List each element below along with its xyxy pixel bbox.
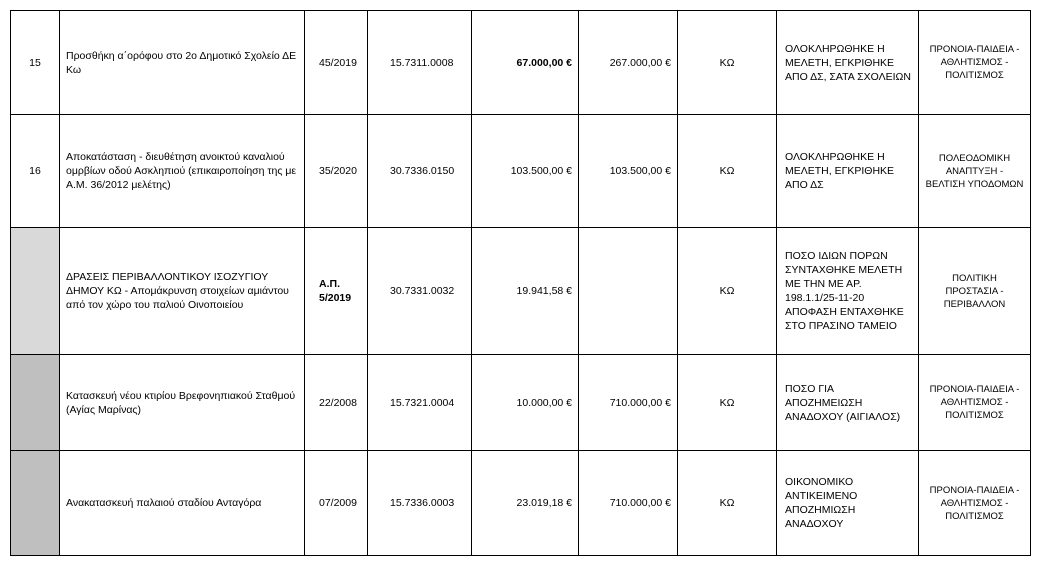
budget-code: 30.7336.0150 — [368, 115, 472, 228]
budget-code: 15.7321.0004 — [368, 355, 472, 451]
project-title: Προσθήκη α΄ορόφου στο 2ο Δημοτικό Σχολείο ΔΕ Κω — [60, 11, 305, 115]
total-budget: 710.000,00 € — [579, 451, 678, 556]
study-reference: 22/2008 — [305, 355, 368, 451]
budget-code: 15.7311.0008 — [368, 11, 472, 115]
budget-code: 15.7336.0003 — [368, 451, 472, 556]
projects-table — [10, 10, 1031, 556]
status: ΠΟΣΟ ΓΙΑ ΑΠΟΖΗΜΕΙΩΣΗ ΑΝΑΔΟΧΟΥ (ΑΙΓΙΑΛΟΣ) — [777, 355, 919, 451]
funding-source: ΚΩ — [678, 451, 777, 556]
funding-source: ΚΩ — [678, 228, 777, 355]
project-title: ΔΡΑΣΕΙΣ ΠΕΡΙΒΑΛΛΟΝΤΙΚΟΥ ΙΣΟΖΥΓΙΟΥ ΔΗΜΟΥ ΚΩ - Απομάκρυνση στοιχείων αμιάντου από τον χώρο του παλιού Οινοποιείου — [60, 228, 305, 355]
table-row — [11, 11, 1031, 115]
row-number — [11, 228, 60, 355]
amount: 19.941,58 € — [472, 228, 579, 355]
study-reference: 35/2020 — [305, 115, 368, 228]
row-number: 16 — [11, 115, 60, 228]
table-row — [11, 355, 1031, 451]
category: ΠΡΟΝΟΙΑ-ΠΑΙΔΕΙΑ - ΑΘΛΗΤΙΣΜΟΣ - ΠΟΛΙΤΙΣΜΟΣ — [919, 451, 1031, 556]
study-reference: 45/2019 — [305, 11, 368, 115]
amount: 10.000,00 € — [472, 355, 579, 451]
study-reference: Α.Π. 5/2019 — [305, 228, 368, 355]
funding-source: ΚΩ — [678, 11, 777, 115]
row-number: 15 — [11, 11, 60, 115]
table-row — [11, 228, 1031, 355]
total-budget: 267.000,00 € — [579, 11, 678, 115]
row-number — [11, 451, 60, 556]
project-title: Ανακατασκευή παλαιού σταδίου Ανταγόρα — [60, 451, 305, 556]
category: ΠΡΟΝΟΙΑ-ΠΑΙΔΕΙΑ - ΑΘΛΗΤΙΣΜΟΣ - ΠΟΛΙΤΙΣΜΟΣ — [919, 355, 1031, 451]
row-number — [11, 355, 60, 451]
amount: 67.000,00 € — [472, 11, 579, 115]
budget-code: 30.7331.0032 — [368, 228, 472, 355]
status: ΟΛΟΚΛΗΡΩΘΗΚΕ Η ΜΕΛΕΤΗ, ΕΓΚΡΙΘΗΚΕ ΑΠΟ ΔΣ, ΣΑΤΑ ΣΧΟΛΕΙΩΝ — [777, 11, 919, 115]
study-reference: 07/2009 — [305, 451, 368, 556]
status: ΟΛΟΚΛΗΡΩΘΗΚΕ Η ΜΕΛΕΤΗ, ΕΓΚΡΙΘΗΚΕ ΑΠΟ ΔΣ — [777, 115, 919, 228]
status: ΠΟΣΟ ΙΔΙΩΝ ΠΟΡΩΝ ΣΥΝΤΑΧΘΗΚΕ ΜΕΛΕΤΗ ΜΕ ΤΗΝ ΜΕ ΑΡ. 198.1.1/25-11-20 ΑΠΟΦΑΣΗ ΕΝΤΑΧΘΗΚΕ ΣΤΟ ΠΡΑΣΙΝΟ ΤΑΜΕΙΟ — [777, 228, 919, 355]
total-budget — [579, 228, 678, 355]
table-row — [11, 451, 1031, 556]
funding-source: ΚΩ — [678, 355, 777, 451]
project-title: Αποκατάσταση - διευθέτηση ανοικτού καναλιού ομρβίων οδού Ασκληπιού (επικαιροποίηση της με Α.Μ. 36/2012 μελέτης) — [60, 115, 305, 228]
table-row — [11, 115, 1031, 228]
total-budget: 103.500,00 € — [579, 115, 678, 228]
project-title: Κατασκευή νέου κτιρίου Βρεφονηπιακού Σταθμού (Αγίας Μαρίνας) — [60, 355, 305, 451]
category: ΠΟΛΙΤΙΚΗ ΠΡΟΣΤΑΣΙΑ - ΠΕΡΙΒΑΛΛΟΝ — [919, 228, 1031, 355]
category: ΠΡΟΝΟΙΑ-ΠΑΙΔΕΙΑ - ΑΘΛΗΤΙΣΜΟΣ - ΠΟΛΙΤΙΣΜΟΣ — [919, 11, 1031, 115]
total-budget: 710.000,00 € — [579, 355, 678, 451]
category: ΠΟΛΕΟΔΟΜΙΚΗ ΑΝΑΠΤΥΞΗ - ΒΕΛΤΙΣΗ ΥΠΟΔΟΜΩΝ — [919, 115, 1031, 228]
amount: 103.500,00 € — [472, 115, 579, 228]
funding-source: ΚΩ — [678, 115, 777, 228]
amount: 23.019,18 € — [472, 451, 579, 556]
status: ΟΙΚΟΝΟΜΙΚΟ ΑΝΤΙΚΕΙΜΕΝΟ ΑΠΟΖΗΜΙΩΣΗ ΑΝΑΔΟΧΟΥ — [777, 451, 919, 556]
